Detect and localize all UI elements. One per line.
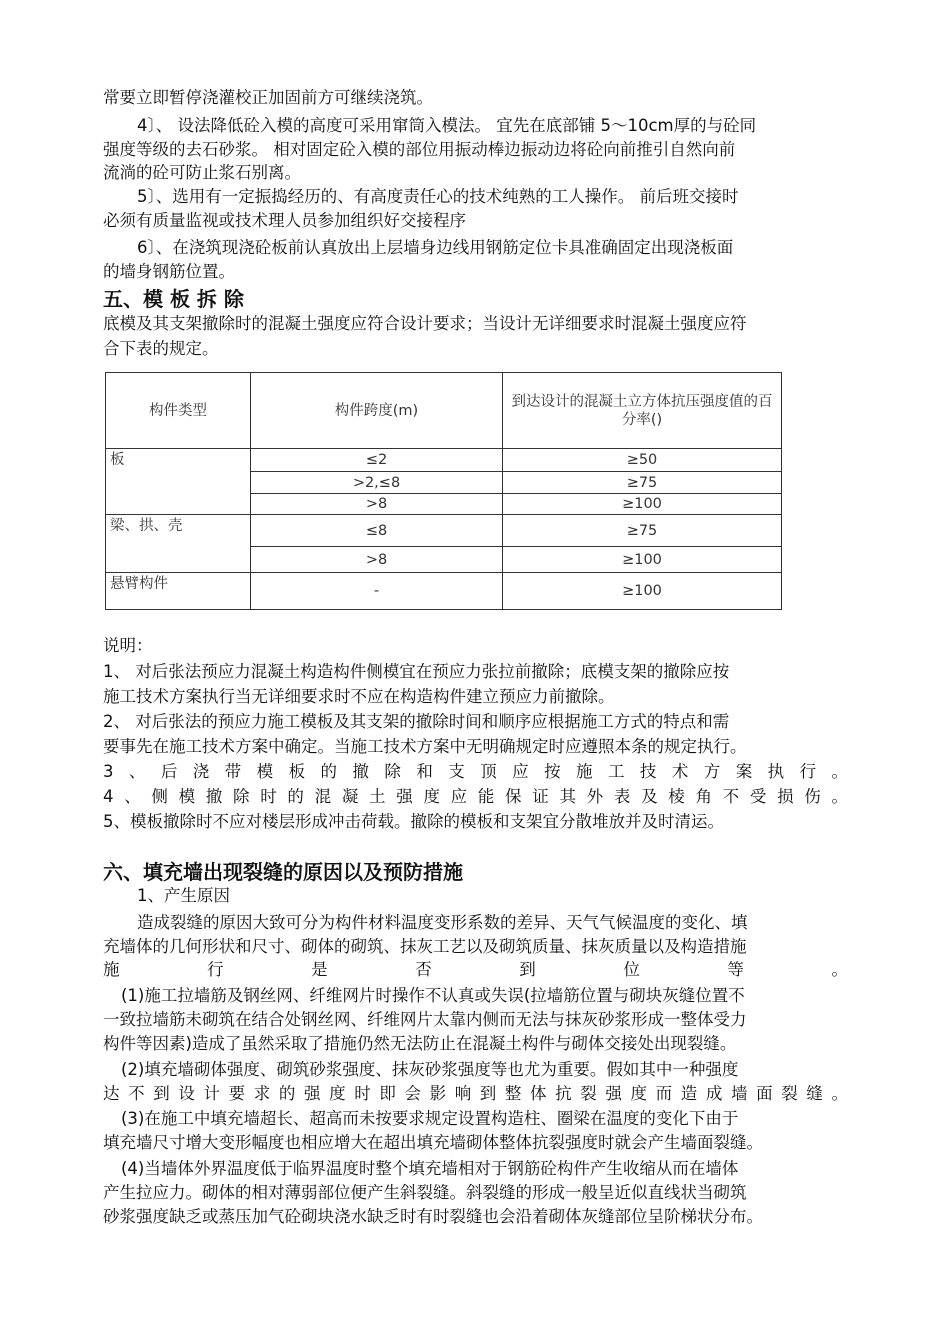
note-line: 1、 对后张法预应力混凝土构造构件侧模宜在预应力张拉前撤除；底模支架的撤除应按 [103, 662, 730, 681]
section-5-heading: 五、模 板 拆 除 [103, 287, 244, 311]
note-line: 2、 对后张法的预应力施工模板及其支架的撤除时间和顺序应根据施工方式的特点和需 [103, 712, 730, 731]
paragraph-line: 5〕、选用有一定振捣经历的、有高度责任心的技术纯熟的工人操作。 前后班交接时 [137, 187, 739, 206]
paragraph-line: (2)填充墙砌体强度、砌筑砂浆强度、抹灰砂浆强度等也尤为重要。假如其中一种强度 [121, 1060, 739, 1079]
formwork-strength-table [105, 372, 781, 609]
paragraph-line: 强度等级的去石砂浆。 相对固定砼入模的部位用振动棒边振动边将砼向前推引自然向前 [103, 140, 736, 159]
paragraph-line: 一致拉墙筋未砌筑在结合处钢丝网、纤维网片太靠内侧而无法与抹灰砂浆形成一整体受力 [103, 1010, 747, 1029]
section-5-intro: 合下表的规定。 [103, 339, 219, 358]
table-cell-type: 梁、拱、壳 [106, 515, 251, 573]
paragraph-line: 充墙体的几何形状和尺寸、砌体的砌筑、抹灰工艺以及砌筑质量、抹灰质量以及构造措施 [103, 937, 747, 956]
paragraph-line: (4)当墙体外界温度低于临界温度时整个填充墙相对于钢筋砼构件产生收缩从而在墙体 [121, 1159, 739, 1178]
section-6-heading: 六、填充墙出现裂缝的原因以及预防措施 [103, 860, 463, 884]
table-header: 到达设计的混凝土立方体抗压强度值的百分率() [503, 373, 782, 449]
paragraph-line: 流淌的砼可防止浆石别离。 [103, 163, 301, 182]
paragraph-line: 达不到设计要求的强度时即会影响到整体抗裂强度而造成墙面裂缝。 [103, 1084, 848, 1103]
note-line: 3、后浇带模板的撤除和支顶应按施工技术方案执行。 [103, 762, 848, 781]
table-cell: ≥50 [503, 449, 782, 472]
table-cell: ≥100 [503, 494, 782, 515]
table-header: 构件跨度(m) [251, 373, 503, 449]
table-cell: - [251, 573, 503, 610]
table-cell: ≥100 [503, 547, 782, 573]
note-line: 4、侧模撤除时的混凝土强度应能保证其外表及棱角不受损伤。 [103, 787, 848, 806]
paragraph-line: (1)施工拉墙筋及钢丝网、纤维网片时操作不认真或失误(拉墙筋位置与砌块灰缝位置不 [121, 986, 745, 1005]
table-header: 构件类型 [106, 373, 251, 449]
paragraph-line: 填充墙尺寸增大变形幅度也相应增大在超出填充墙砌体整体抗裂强度时就会产生墙面裂缝。 [103, 1133, 763, 1152]
section-6-subheading: 1、产生原因 [137, 886, 230, 905]
note-line: 5、模板撤除时不应对楼层形成冲击荷载。撤除的模板和支架宜分散堆放并及时清运。 [103, 812, 724, 831]
paragraph-line: 6〕、在浇筑现浇砼板前认真放出上层墙身边线用钢筋定位卡具准确固定出现浇板面 [137, 238, 734, 257]
paragraph-line: 产生拉应力。砌体的相对薄弱部位便产生斜裂缝。斜裂缝的形成一般呈近似直线状当砌筑 [103, 1183, 747, 1202]
paragraph-line: 构件等因素)造成了虽然采取了措施仍然无法防止在混凝土构件与砌体交接处出现裂缝。 [103, 1034, 737, 1053]
table-cell-type: 板 [106, 449, 251, 515]
table-cell: ≥75 [503, 472, 782, 494]
table-cell: >8 [251, 547, 503, 573]
table-cell: ≤8 [251, 515, 503, 547]
table-cell: ≤2 [251, 449, 503, 472]
table-cell: ≥100 [503, 573, 782, 610]
paragraph-line: 的墙身钢筋位置。 [103, 262, 235, 281]
paragraph-line: 4〕、 设法降低砼入模的高度可采用窜筒入模法。 宜先在底部铺 5～10cm厚的与砼同 [137, 116, 757, 135]
paragraph-line: 必须有质量监视或技术理人员参加组织好交接程序 [103, 211, 466, 230]
paragraph-line: 造成裂缝的原因大致可分为构件材料温度变形系数的差异、天气气候温度的变化、填 [137, 913, 748, 932]
section-5-intro: 底模及其支架撤除时的混凝土强度应符合设计要求；当设计无详细要求时混凝土强度应符 [103, 314, 747, 333]
paragraph-line: 常要立即暂停浇灌校正加固前方可继续浇筑。 [103, 88, 433, 107]
table-cell: ≥75 [503, 515, 782, 547]
table-cell: >2,≤8 [251, 472, 503, 494]
note-line: 施工技术方案执行当无详细要求时不应在构造构件建立预应力前撤除。 [103, 687, 615, 706]
paragraph-line: 施行是否到位等。 [103, 960, 848, 979]
paragraph-line: (3)在施工中填充墙超长、超高而未按要求规定设置构造柱、圈梁在温度的变化下由于 [121, 1109, 739, 1128]
table-cell-type: 悬臂构件 [106, 573, 251, 610]
note-line: 要事先在施工技术方案中确定。当施工技术方案中无明确规定时应遵照本条的规定执行。 [103, 737, 747, 756]
paragraph-line: 砂浆强度缺乏或蒸压加气砼砌块浇水缺乏时有时裂缝也会沿着砌体灰缝部位呈阶梯状分布。 [103, 1207, 763, 1226]
notes-label: 说明： [103, 636, 153, 655]
table-cell: >8 [251, 494, 503, 515]
